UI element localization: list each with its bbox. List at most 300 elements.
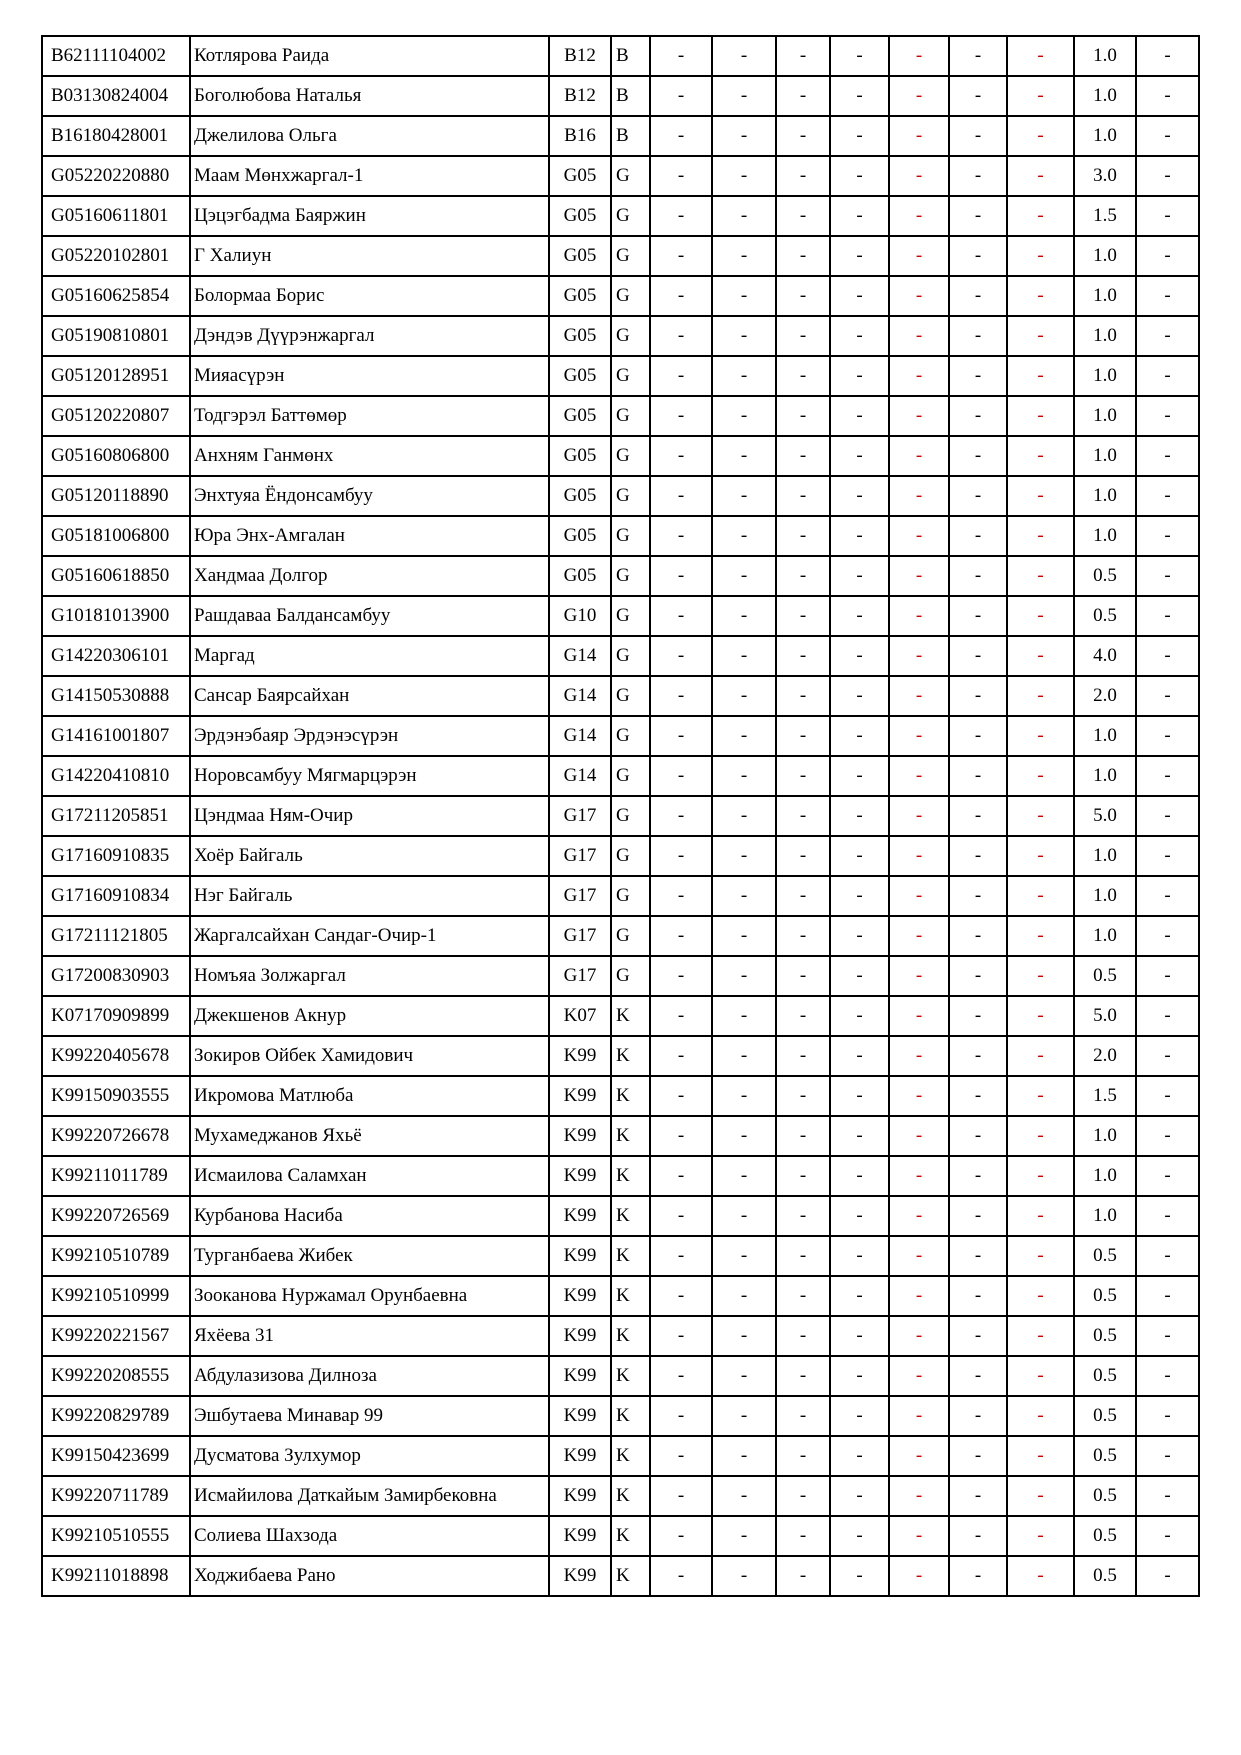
cell-code: K99 bbox=[549, 1076, 611, 1116]
cell-dash: - bbox=[949, 1236, 1007, 1276]
table-row bbox=[42, 636, 1199, 676]
cell-name: Цэцэгбадма Баяржин bbox=[190, 196, 549, 236]
cell-dash: - bbox=[650, 996, 712, 1036]
cell-dash: - bbox=[830, 276, 889, 316]
cell-code: G05 bbox=[549, 436, 611, 476]
cell-dash-red: - bbox=[1007, 116, 1074, 156]
cell-code: G05 bbox=[549, 196, 611, 236]
cell-dash: - bbox=[830, 1276, 889, 1316]
cell-dash: - bbox=[830, 1196, 889, 1236]
cell-code: K99 bbox=[549, 1396, 611, 1436]
cell-dash: - bbox=[1136, 236, 1199, 276]
table-row bbox=[42, 1436, 1199, 1476]
cell-dash: - bbox=[776, 1476, 830, 1516]
cell-value: 1.0 bbox=[1074, 76, 1136, 116]
cell-dash: - bbox=[949, 36, 1007, 76]
cell-dash: - bbox=[949, 596, 1007, 636]
cell-dash-red: - bbox=[1007, 836, 1074, 876]
cell-dash-red: - bbox=[1007, 796, 1074, 836]
cell-name: Абдулазизова Дилноза bbox=[190, 1356, 549, 1396]
cell-dash-red: - bbox=[889, 1516, 949, 1556]
cell-dash: - bbox=[712, 636, 776, 676]
cell-dash-red: - bbox=[1007, 436, 1074, 476]
cell-dash-red: - bbox=[889, 36, 949, 76]
cell-name: Дэндэв Дүүрэнжаргал bbox=[190, 316, 549, 356]
cell-dash: - bbox=[1136, 1196, 1199, 1236]
cell-id: K99220829789 bbox=[42, 1396, 190, 1436]
cell-dash: - bbox=[830, 236, 889, 276]
cell-name: Номъяа Золжаргал bbox=[190, 956, 549, 996]
cell-group: K bbox=[611, 1276, 650, 1316]
cell-code: G17 bbox=[549, 876, 611, 916]
cell-value: 0.5 bbox=[1074, 1556, 1136, 1596]
cell-dash-red: - bbox=[889, 636, 949, 676]
cell-id: G17160910835 bbox=[42, 836, 190, 876]
cell-group: G bbox=[611, 876, 650, 916]
cell-dash-red: - bbox=[1007, 1236, 1074, 1276]
table-row bbox=[42, 1196, 1199, 1236]
cell-dash: - bbox=[650, 316, 712, 356]
cell-dash: - bbox=[712, 1396, 776, 1436]
cell-dash: - bbox=[830, 876, 889, 916]
cell-id: G05120128951 bbox=[42, 356, 190, 396]
cell-dash: - bbox=[949, 1356, 1007, 1396]
cell-dash: - bbox=[949, 1076, 1007, 1116]
cell-value: 1.0 bbox=[1074, 1116, 1136, 1156]
cell-code: G14 bbox=[549, 676, 611, 716]
cell-value: 1.0 bbox=[1074, 276, 1136, 316]
cell-value: 1.0 bbox=[1074, 916, 1136, 956]
cell-dash: - bbox=[1136, 396, 1199, 436]
cell-id: G14220306101 bbox=[42, 636, 190, 676]
cell-group: G bbox=[611, 596, 650, 636]
cell-dash: - bbox=[949, 396, 1007, 436]
cell-dash: - bbox=[712, 116, 776, 156]
table-row bbox=[42, 476, 1199, 516]
cell-code: K99 bbox=[549, 1516, 611, 1556]
cell-dash: - bbox=[650, 676, 712, 716]
cell-group: G bbox=[611, 196, 650, 236]
cell-dash: - bbox=[776, 1556, 830, 1596]
cell-code: G14 bbox=[549, 756, 611, 796]
cell-dash: - bbox=[650, 836, 712, 876]
cell-dash: - bbox=[1136, 36, 1199, 76]
cell-group: G bbox=[611, 476, 650, 516]
cell-dash: - bbox=[1136, 76, 1199, 116]
cell-dash-red: - bbox=[1007, 1476, 1074, 1516]
cell-group: K bbox=[611, 1156, 650, 1196]
cell-dash: - bbox=[712, 396, 776, 436]
cell-dash-red: - bbox=[889, 716, 949, 756]
cell-code: K99 bbox=[549, 1356, 611, 1396]
cell-dash: - bbox=[949, 1116, 1007, 1156]
cell-group: K bbox=[611, 1476, 650, 1516]
cell-dash: - bbox=[712, 1356, 776, 1396]
cell-dash: - bbox=[712, 756, 776, 796]
table-row bbox=[42, 196, 1199, 236]
cell-dash: - bbox=[1136, 756, 1199, 796]
cell-dash: - bbox=[650, 796, 712, 836]
cell-dash-red: - bbox=[1007, 676, 1074, 716]
table-row bbox=[42, 1236, 1199, 1276]
cell-dash: - bbox=[712, 556, 776, 596]
cell-dash-red: - bbox=[1007, 916, 1074, 956]
cell-dash: - bbox=[712, 716, 776, 756]
cell-code: K99 bbox=[549, 1236, 611, 1276]
cell-dash: - bbox=[1136, 196, 1199, 236]
table-row bbox=[42, 436, 1199, 476]
cell-dash: - bbox=[830, 1156, 889, 1196]
cell-dash: - bbox=[776, 956, 830, 996]
cell-dash: - bbox=[650, 356, 712, 396]
cell-dash: - bbox=[712, 196, 776, 236]
cell-code: G17 bbox=[549, 916, 611, 956]
cell-dash: - bbox=[949, 1516, 1007, 1556]
cell-value: 0.5 bbox=[1074, 596, 1136, 636]
cell-dash: - bbox=[949, 636, 1007, 676]
cell-group: G bbox=[611, 356, 650, 396]
cell-code: G05 bbox=[549, 516, 611, 556]
cell-group: G bbox=[611, 156, 650, 196]
cell-value: 2.0 bbox=[1074, 676, 1136, 716]
cell-dash: - bbox=[776, 1036, 830, 1076]
cell-dash: - bbox=[830, 1436, 889, 1476]
cell-dash: - bbox=[949, 556, 1007, 596]
cell-dash: - bbox=[1136, 996, 1199, 1036]
cell-name: Джекшенов Акнур bbox=[190, 996, 549, 1036]
table-row bbox=[42, 1356, 1199, 1396]
cell-dash: - bbox=[949, 1036, 1007, 1076]
cell-code: B12 bbox=[549, 36, 611, 76]
cell-group: G bbox=[611, 836, 650, 876]
cell-dash: - bbox=[830, 716, 889, 756]
cell-dash: - bbox=[949, 1316, 1007, 1356]
cell-dash-red: - bbox=[889, 1236, 949, 1276]
cell-dash: - bbox=[1136, 836, 1199, 876]
cell-name: Зооканова Нуржамал Орунбаевна bbox=[190, 1276, 549, 1316]
cell-dash: - bbox=[650, 516, 712, 556]
cell-dash-red: - bbox=[1007, 1036, 1074, 1076]
cell-name: Цэндмаа Ням-Очир bbox=[190, 796, 549, 836]
cell-dash-red: - bbox=[889, 556, 949, 596]
cell-dash: - bbox=[949, 476, 1007, 516]
cell-dash-red: - bbox=[1007, 1396, 1074, 1436]
table-row bbox=[42, 796, 1199, 836]
cell-name: Эрдэнэбаяр Эрдэнэсүрэн bbox=[190, 716, 549, 756]
cell-dash: - bbox=[650, 1356, 712, 1396]
cell-id: K99211018898 bbox=[42, 1556, 190, 1596]
cell-id: G05220102801 bbox=[42, 236, 190, 276]
cell-dash-red: - bbox=[889, 1156, 949, 1196]
cell-name: Эшбутаева Минавар 99 bbox=[190, 1396, 549, 1436]
cell-value: 4.0 bbox=[1074, 636, 1136, 676]
cell-dash: - bbox=[949, 1436, 1007, 1476]
cell-name: Котлярова Раида bbox=[190, 36, 549, 76]
table-row bbox=[42, 1316, 1199, 1356]
cell-dash: - bbox=[776, 516, 830, 556]
cell-code: G10 bbox=[549, 596, 611, 636]
cell-dash: - bbox=[1136, 676, 1199, 716]
cell-name: Турганбаева Жибек bbox=[190, 1236, 549, 1276]
cell-dash-red: - bbox=[889, 596, 949, 636]
cell-id: G05220220880 bbox=[42, 156, 190, 196]
cell-value: 0.5 bbox=[1074, 1396, 1136, 1436]
table-row bbox=[42, 596, 1199, 636]
cell-dash: - bbox=[1136, 556, 1199, 596]
cell-id: K07170909899 bbox=[42, 996, 190, 1036]
cell-dash: - bbox=[650, 76, 712, 116]
cell-dash: - bbox=[712, 1156, 776, 1196]
cell-dash: - bbox=[776, 1516, 830, 1556]
cell-value: 1.0 bbox=[1074, 1156, 1136, 1196]
cell-dash: - bbox=[830, 356, 889, 396]
cell-name: Яхёева 31 bbox=[190, 1316, 549, 1356]
cell-value: 1.0 bbox=[1074, 316, 1136, 356]
cell-dash: - bbox=[949, 996, 1007, 1036]
cell-dash-red: - bbox=[889, 956, 949, 996]
cell-id: K99220726569 bbox=[42, 1196, 190, 1236]
cell-dash: - bbox=[830, 1076, 889, 1116]
cell-group: K bbox=[611, 1516, 650, 1556]
cell-dash: - bbox=[776, 1116, 830, 1156]
cell-dash: - bbox=[650, 956, 712, 996]
cell-dash: - bbox=[650, 876, 712, 916]
cell-dash: - bbox=[776, 996, 830, 1036]
cell-id: G05181006800 bbox=[42, 516, 190, 556]
cell-dash-red: - bbox=[1007, 596, 1074, 636]
cell-dash: - bbox=[830, 556, 889, 596]
cell-dash: - bbox=[776, 1436, 830, 1476]
cell-dash-red: - bbox=[889, 516, 949, 556]
cell-name: Мухамеджанов Яхьё bbox=[190, 1116, 549, 1156]
cell-value: 1.0 bbox=[1074, 876, 1136, 916]
cell-group: G bbox=[611, 556, 650, 596]
cell-dash: - bbox=[712, 996, 776, 1036]
cell-dash: - bbox=[1136, 1476, 1199, 1516]
cell-dash: - bbox=[949, 236, 1007, 276]
results-table bbox=[41, 35, 1200, 1597]
cell-group: K bbox=[611, 1556, 650, 1596]
cell-value: 0.5 bbox=[1074, 956, 1136, 996]
cell-group: K bbox=[611, 1076, 650, 1116]
cell-dash-red: - bbox=[889, 1436, 949, 1476]
cell-dash: - bbox=[830, 436, 889, 476]
cell-dash: - bbox=[712, 36, 776, 76]
cell-dash: - bbox=[650, 556, 712, 596]
cell-name: Солиева Шахзода bbox=[190, 1516, 549, 1556]
cell-name: Болормаа Борис bbox=[190, 276, 549, 316]
cell-group: B bbox=[611, 116, 650, 156]
cell-group: G bbox=[611, 396, 650, 436]
cell-dash-red: - bbox=[889, 356, 949, 396]
cell-group: K bbox=[611, 1396, 650, 1436]
cell-dash: - bbox=[1136, 1156, 1199, 1196]
cell-id: G17211121805 bbox=[42, 916, 190, 956]
cell-dash-red: - bbox=[889, 676, 949, 716]
cell-dash: - bbox=[776, 756, 830, 796]
cell-group: B bbox=[611, 36, 650, 76]
cell-code: K99 bbox=[549, 1156, 611, 1196]
cell-dash: - bbox=[830, 1476, 889, 1516]
cell-value: 0.5 bbox=[1074, 1236, 1136, 1276]
cell-dash: - bbox=[830, 36, 889, 76]
cell-dash: - bbox=[650, 1196, 712, 1236]
cell-dash-red: - bbox=[1007, 316, 1074, 356]
cell-dash: - bbox=[949, 196, 1007, 236]
cell-dash-red: - bbox=[889, 1396, 949, 1436]
cell-name: Боголюбова Наталья bbox=[190, 76, 549, 116]
cell-dash: - bbox=[650, 1436, 712, 1476]
table-row bbox=[42, 316, 1199, 356]
cell-id: K99220208555 bbox=[42, 1356, 190, 1396]
cell-code: G05 bbox=[549, 396, 611, 436]
cell-dash-red: - bbox=[1007, 236, 1074, 276]
cell-dash: - bbox=[830, 676, 889, 716]
cell-group: K bbox=[611, 1036, 650, 1076]
cell-value: 0.5 bbox=[1074, 1276, 1136, 1316]
cell-dash: - bbox=[830, 636, 889, 676]
cell-dash-red: - bbox=[1007, 1356, 1074, 1396]
cell-value: 1.0 bbox=[1074, 836, 1136, 876]
cell-dash: - bbox=[712, 156, 776, 196]
cell-dash: - bbox=[949, 1276, 1007, 1316]
cell-dash-red: - bbox=[889, 916, 949, 956]
cell-dash: - bbox=[830, 836, 889, 876]
cell-dash: - bbox=[830, 916, 889, 956]
cell-dash: - bbox=[712, 316, 776, 356]
cell-dash-red: - bbox=[889, 1116, 949, 1156]
cell-dash: - bbox=[1136, 356, 1199, 396]
cell-id: G05160611801 bbox=[42, 196, 190, 236]
cell-dash-red: - bbox=[1007, 1116, 1074, 1156]
cell-name: Маам Мөнхжаргал-1 bbox=[190, 156, 549, 196]
cell-dash: - bbox=[830, 476, 889, 516]
cell-dash: - bbox=[830, 396, 889, 436]
cell-dash: - bbox=[650, 36, 712, 76]
cell-dash: - bbox=[949, 436, 1007, 476]
cell-dash: - bbox=[776, 836, 830, 876]
cell-dash-red: - bbox=[1007, 516, 1074, 556]
cell-dash: - bbox=[712, 596, 776, 636]
cell-dash: - bbox=[949, 1196, 1007, 1236]
cell-group: K bbox=[611, 1196, 650, 1236]
table-row bbox=[42, 236, 1199, 276]
table-row bbox=[42, 876, 1199, 916]
cell-code: G05 bbox=[549, 476, 611, 516]
cell-dash: - bbox=[712, 436, 776, 476]
cell-name: Хандмаа Долгор bbox=[190, 556, 549, 596]
cell-id: K99150423699 bbox=[42, 1436, 190, 1476]
cell-code: G05 bbox=[549, 556, 611, 596]
cell-id: B03130824004 bbox=[42, 76, 190, 116]
cell-group: K bbox=[611, 1116, 650, 1156]
cell-name: Мияасүрэн bbox=[190, 356, 549, 396]
cell-dash: - bbox=[830, 1356, 889, 1396]
cell-dash: - bbox=[712, 1316, 776, 1356]
cell-dash: - bbox=[712, 516, 776, 556]
cell-dash: - bbox=[776, 556, 830, 596]
cell-dash: - bbox=[776, 796, 830, 836]
cell-id: G14150530888 bbox=[42, 676, 190, 716]
cell-dash: - bbox=[830, 516, 889, 556]
cell-value: 1.0 bbox=[1074, 396, 1136, 436]
cell-dash: - bbox=[776, 1356, 830, 1396]
cell-dash-red: - bbox=[1007, 396, 1074, 436]
table-row bbox=[42, 716, 1199, 756]
table-row bbox=[42, 1276, 1199, 1316]
cell-value: 1.0 bbox=[1074, 236, 1136, 276]
cell-dash: - bbox=[776, 76, 830, 116]
cell-dash-red: - bbox=[889, 316, 949, 356]
cell-dash: - bbox=[949, 1396, 1007, 1436]
cell-id: K99210510555 bbox=[42, 1516, 190, 1556]
cell-id: K99220726678 bbox=[42, 1116, 190, 1156]
cell-dash: - bbox=[650, 1116, 712, 1156]
cell-dash: - bbox=[949, 76, 1007, 116]
cell-dash: - bbox=[949, 156, 1007, 196]
cell-dash: - bbox=[776, 1396, 830, 1436]
cell-dash: - bbox=[712, 76, 776, 116]
cell-name: Норовсамбуу Мягмарцэрэн bbox=[190, 756, 549, 796]
cell-dash: - bbox=[712, 1556, 776, 1596]
cell-dash: - bbox=[1136, 1276, 1199, 1316]
cell-group: G bbox=[611, 956, 650, 996]
table-row bbox=[42, 276, 1199, 316]
cell-dash: - bbox=[776, 156, 830, 196]
cell-dash: - bbox=[949, 756, 1007, 796]
cell-dash: - bbox=[830, 1556, 889, 1596]
cell-id: B16180428001 bbox=[42, 116, 190, 156]
table-row bbox=[42, 36, 1199, 76]
cell-name: Энхтуяа Ёндонсамбуу bbox=[190, 476, 549, 516]
cell-dash: - bbox=[650, 196, 712, 236]
cell-dash-red: - bbox=[1007, 1316, 1074, 1356]
table-row bbox=[42, 1516, 1199, 1556]
cell-group: K bbox=[611, 996, 650, 1036]
cell-dash: - bbox=[776, 1276, 830, 1316]
cell-dash-red: - bbox=[1007, 156, 1074, 196]
cell-value: 0.5 bbox=[1074, 556, 1136, 596]
cell-group: B bbox=[611, 76, 650, 116]
cell-value: 0.5 bbox=[1074, 1356, 1136, 1396]
cell-code: K99 bbox=[549, 1196, 611, 1236]
table-body bbox=[42, 36, 1199, 1596]
cell-dash-red: - bbox=[889, 116, 949, 156]
cell-dash: - bbox=[712, 1236, 776, 1276]
cell-dash-red: - bbox=[1007, 636, 1074, 676]
cell-group: G bbox=[611, 636, 650, 676]
cell-dash: - bbox=[830, 756, 889, 796]
table-row bbox=[42, 916, 1199, 956]
cell-dash: - bbox=[1136, 1076, 1199, 1116]
cell-dash: - bbox=[712, 236, 776, 276]
cell-dash: - bbox=[949, 516, 1007, 556]
cell-dash: - bbox=[949, 276, 1007, 316]
cell-dash: - bbox=[949, 916, 1007, 956]
cell-value: 0.5 bbox=[1074, 1436, 1136, 1476]
cell-group: G bbox=[611, 236, 650, 276]
cell-value: 1.0 bbox=[1074, 716, 1136, 756]
cell-code: K99 bbox=[549, 1476, 611, 1516]
cell-dash: - bbox=[712, 876, 776, 916]
cell-dash: - bbox=[776, 1076, 830, 1116]
cell-value: 1.0 bbox=[1074, 476, 1136, 516]
cell-dash: - bbox=[1136, 436, 1199, 476]
cell-code: G14 bbox=[549, 636, 611, 676]
cell-dash: - bbox=[712, 916, 776, 956]
cell-dash: - bbox=[1136, 116, 1199, 156]
cell-dash: - bbox=[776, 596, 830, 636]
